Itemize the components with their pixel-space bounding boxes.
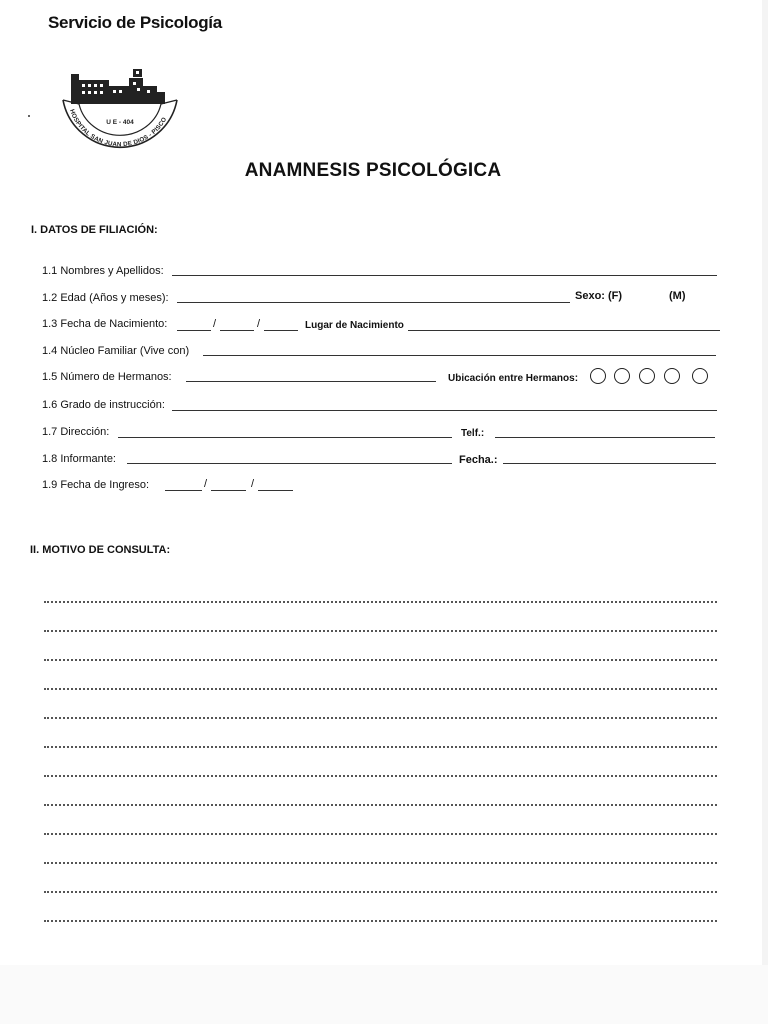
input-line-ingreso-dia[interactable] — [165, 490, 202, 491]
date-separator: / — [257, 318, 261, 330]
label-informante: 1.8 Informante: — [42, 453, 116, 465]
label-lugar-nacimiento: Lugar de Nacimiento — [305, 320, 404, 331]
svg-text:HOSPITAL SAN JUAN DE DIOS - PI: HOSPITAL SAN JUAN DE DIOS - PISCO — [68, 108, 169, 149]
input-line-informante[interactable] — [127, 463, 452, 464]
label-nombres: 1.1 Nombres y Apellidos: — [42, 265, 164, 277]
motivo-line[interactable] — [44, 659, 717, 661]
input-line-numero-hermanos[interactable] — [186, 381, 436, 382]
input-line-fecha[interactable] — [503, 463, 716, 464]
motivo-line[interactable] — [44, 630, 717, 632]
label-telf: Telf.: — [461, 428, 485, 439]
motivo-line[interactable] — [44, 833, 717, 835]
motivo-line[interactable] — [44, 717, 717, 719]
scan-bottom-shade — [0, 965, 768, 1024]
label-edad: 1.2 Edad (Años y meses): — [42, 292, 169, 304]
input-line-telf[interactable] — [495, 437, 715, 438]
ubicacion-option-5[interactable] — [692, 368, 708, 384]
input-line-ingreso-mes[interactable] — [211, 490, 246, 491]
motivo-line[interactable] — [44, 804, 717, 806]
section-heading-filiacion: I. DATOS DE FILIACIÓN: — [31, 224, 158, 236]
service-name: Servicio de Psicología — [48, 13, 222, 32]
motivo-line[interactable] — [44, 891, 717, 893]
date-separator: / — [213, 318, 217, 330]
label-fecha-ingreso: 1.9 Fecha de Ingreso: — [42, 479, 150, 491]
input-line-direccion[interactable] — [118, 437, 452, 438]
input-line-nac-anio[interactable] — [264, 330, 298, 331]
date-separator: / — [204, 478, 208, 490]
input-line-lugar-nacimiento[interactable] — [408, 330, 720, 331]
label-grado-instruccion: 1.6 Grado de instrucción: — [42, 399, 165, 411]
motivo-line[interactable] — [44, 746, 717, 748]
section-heading-motivo: II. MOTIVO DE CONSULTA: — [30, 544, 171, 556]
label-fecha: Fecha.: — [459, 454, 498, 466]
ubicacion-option-2[interactable] — [614, 368, 630, 384]
date-separator: / — [251, 478, 255, 490]
input-line-ingreso-anio[interactable] — [258, 490, 293, 491]
input-line-edad[interactable] — [177, 302, 570, 303]
label-direccion: 1.7 Dirección: — [42, 426, 110, 438]
scan-edge — [762, 0, 768, 1024]
input-line-nucleo-familiar[interactable] — [203, 355, 716, 356]
label-fecha-nacimiento: 1.3 Fecha de Nacimiento: — [42, 318, 168, 330]
label-ubicacion-hermanos: Ubicación entre Hermanos: — [448, 373, 579, 384]
input-line-nac-dia[interactable] — [177, 330, 211, 331]
input-line-grado-instruccion[interactable] — [172, 410, 717, 411]
label-sexo-f[interactable]: Sexo: (F) — [575, 290, 623, 302]
label-numero-hermanos: 1.5 Número de Hermanos: — [42, 371, 172, 383]
input-line-nombres[interactable] — [172, 275, 717, 276]
form-title: ANAMNESIS PSICOLÓGICA — [244, 160, 502, 181]
ubicacion-option-4[interactable] — [664, 368, 680, 384]
motivo-line[interactable] — [44, 688, 717, 690]
hospital-seal-icon — [57, 66, 183, 164]
svg-text:U E - 404: U E - 404 — [106, 119, 134, 126]
scan-speck — [28, 115, 30, 117]
motivo-line[interactable] — [44, 862, 717, 864]
ubicacion-option-1[interactable] — [590, 368, 606, 384]
label-nucleo-familiar: 1.4 Núcleo Familiar (Vive con) — [42, 345, 190, 357]
motivo-line[interactable] — [44, 601, 717, 603]
label-sexo-m[interactable]: (M) — [669, 290, 686, 302]
ubicacion-option-3[interactable] — [639, 368, 655, 384]
motivo-line[interactable] — [44, 920, 717, 922]
input-line-nac-mes[interactable] — [220, 330, 254, 331]
motivo-line[interactable] — [44, 775, 717, 777]
